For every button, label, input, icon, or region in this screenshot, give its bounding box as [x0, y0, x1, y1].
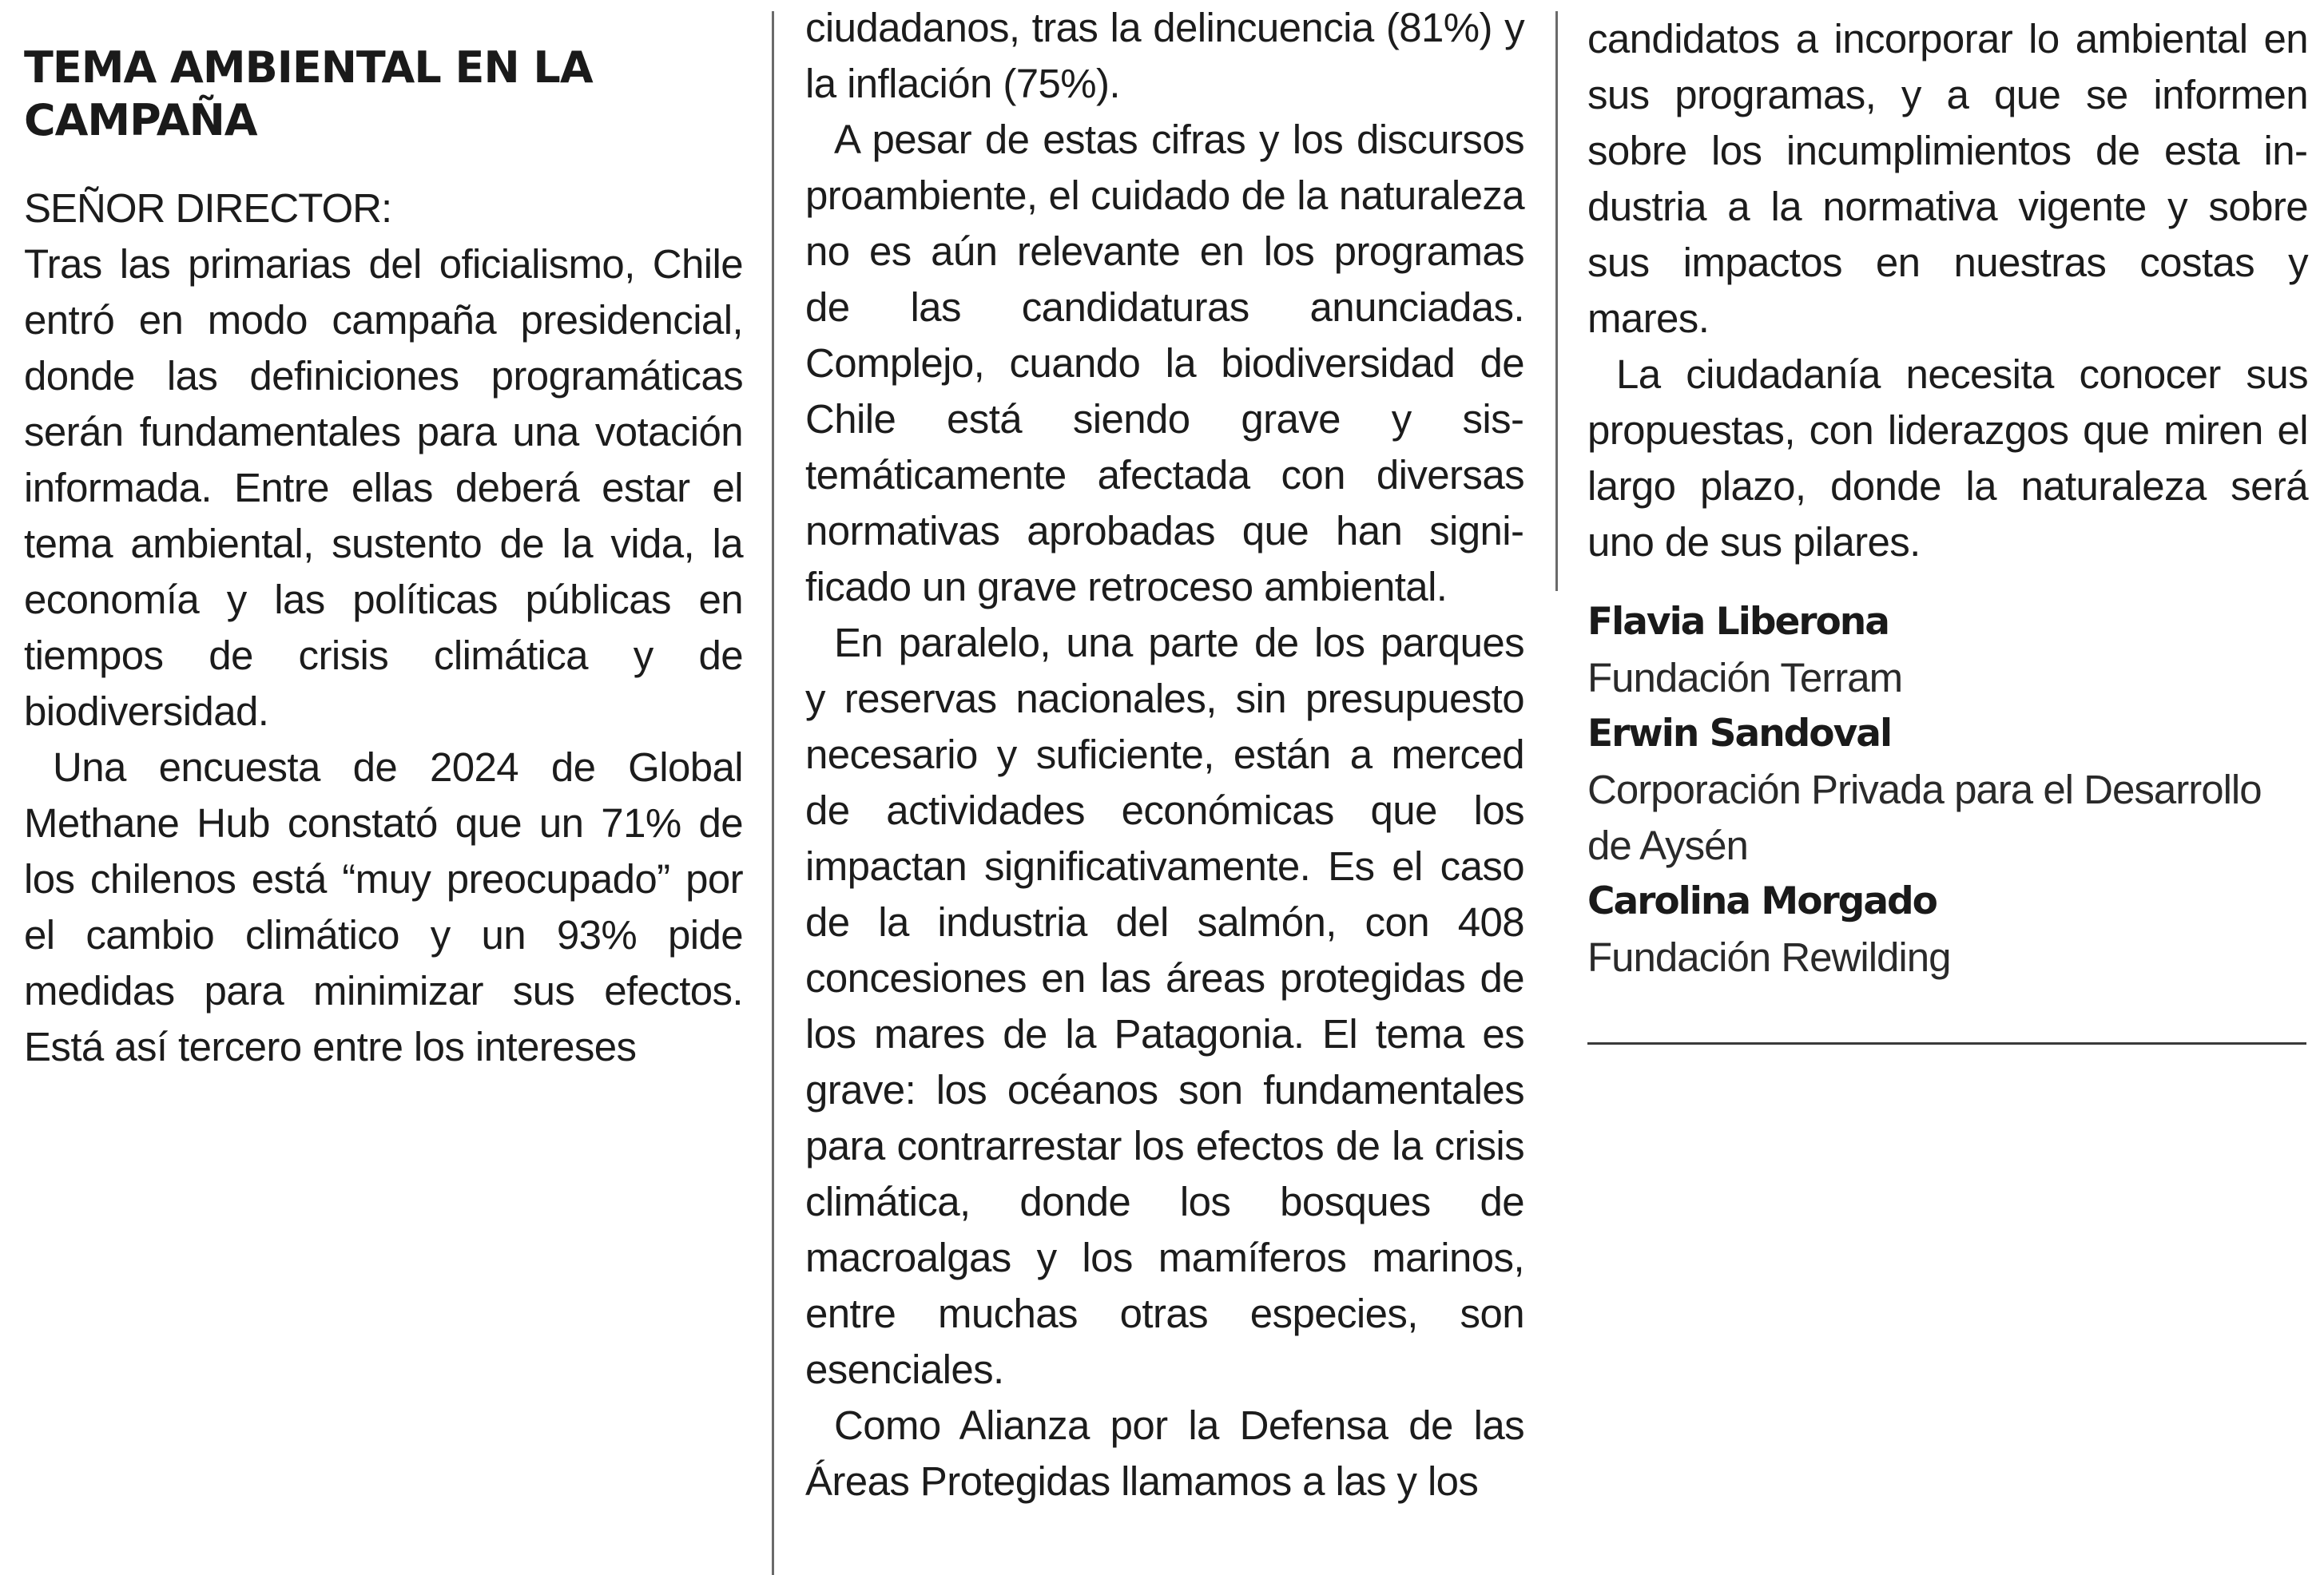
paragraph-6: La ciudadanía necesita conocer sus propuestas, con liderazgos que miren el largo plazo, donde la naturaleza será uno de sus pilares. [1587, 351, 2308, 565]
paragraph-5-start: Como Alianza por la Defensa de las Áreas Protegidas llamamos a las y los [805, 1402, 1524, 1504]
paragraph-2-start: Una encuesta de 2024 de Global Methane Hub constató que un 71% de los chilenos está “muy preocupado” por el cambio climático y un 93% pide medidas para minimizar sus efectos. Está así tercero entre los intereses [24, 744, 743, 1069]
signatory-organization: Fundación Rewilding [1587, 934, 1951, 980]
column-3 [1587, 11, 2308, 986]
signatory-name: Carolina Morgado [1587, 879, 1937, 923]
column-2 [805, 0, 1524, 1510]
signature-end-rule [1587, 1042, 2306, 1045]
headline-line-2: CAMPAÑA [24, 95, 257, 145]
signatures [1587, 594, 2308, 986]
paragraph-1: Tras las primarias del oficialismo, Chile entró en modo campaña presidencial, donde las definiciones programáticas serán fundamentales para una votación informada. Entre ellas deberá estar el tema ambiental, sustento de la vida, la economía y las políticas públicas en tiempos de crisis climática y de biodiversidad. [24, 241, 743, 734]
salutation: SEÑOR DIRECTOR: [24, 185, 392, 231]
paragraph-5-continued: candidatos a incorporar lo ambiental en sus programas, y a que se informen sobre los incumplimientos de esta industria a la normativa vigente y sobre sus impactos en nuestras costas y mares. [1587, 16, 2308, 341]
column-divider-1 [772, 11, 774, 1575]
signatory-name: Flavia Liberona [1587, 600, 1889, 644]
column-divider-2 [1555, 11, 1558, 591]
headline-line-1: TEMA AMBIENTAL EN LA [24, 42, 593, 93]
paragraph-3: A pesar de estas cifras y los discursos proambiente, el cuidado de la naturaleza no es aún relevante en los programas de las candidaturas anunciadas. Complejo, cuando la biodiversidad de Chile está siendo grave y sistemáticamente afectada con diversas normativas aprobadas que han significado un grave retroceso ambiental. [805, 117, 1524, 609]
paragraph-4: En paralelo, una parte de los parques y reservas nacionales, sin presupuesto necesario y suficiente, están a merced de actividades económicas que los impactan significativamente. Es el caso de la industria del salmón, con 408 concesiones en las áreas protegidas de los mares de la Patagonia. El tema es grave: los océanos son fundamentales para contrarrestar los efectos de la crisis climática, donde los bosques de macroalgas y los mamíferos marinos, entre muchas otras especies, son esenciales. [805, 620, 1524, 1392]
headline [24, 42, 743, 147]
paragraph-2-continued: ciudadanos, tras la delincuencia (81%) y la inflación (75%). [805, 5, 1524, 106]
signatory-name: Erwin Sandoval [1587, 712, 1892, 756]
column-1 [24, 32, 743, 1075]
signatory-organization: Fundación Terram [1587, 655, 1903, 700]
signatory-organization: Corporación Privada para el Desarrollo de Aysén [1587, 767, 2262, 868]
